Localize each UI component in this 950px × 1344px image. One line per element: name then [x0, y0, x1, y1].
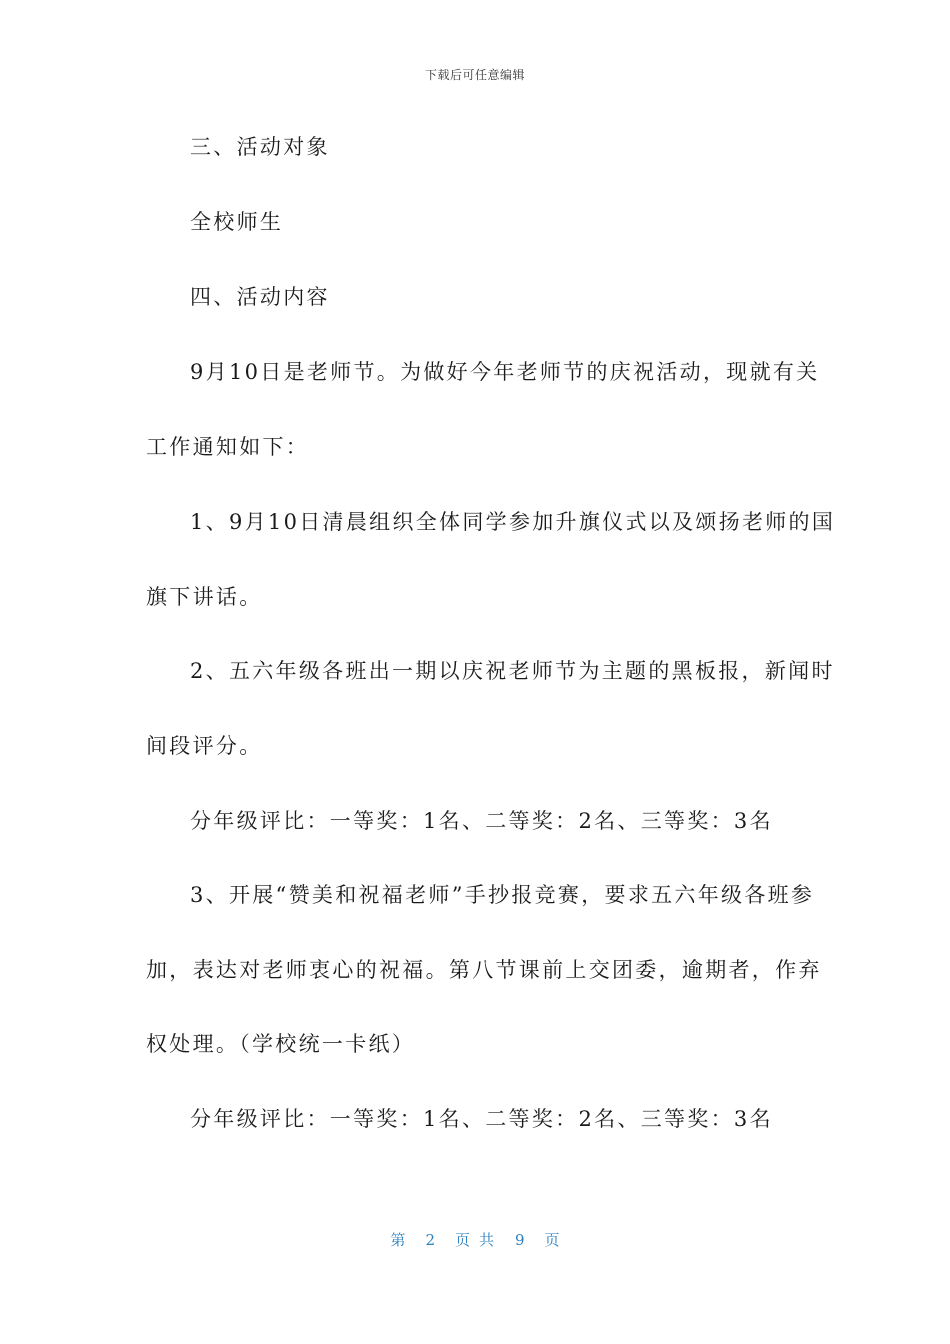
footer-page-middle: 页共 — [454, 1231, 503, 1249]
item-3-line-2: 加，表达对老师衷心的祝福。第八节课前上交团委，逾期者，作弃 — [146, 958, 822, 982]
item-3-line-3: 权处理。（学校统一卡纸） — [146, 1032, 416, 1056]
footer-page-prefix: 第 — [390, 1231, 406, 1249]
item-3-awards: 分年级评比：一等奖：1名、二等奖：2名、三等奖：3名 — [190, 1107, 773, 1131]
item-1-line-1: 1、9月10日清晨组织全体同学参加升旗仪式以及颂扬老师的国 — [190, 510, 836, 534]
item-3-line-1: 3、开展“赞美和祝福老师”手抄报竞赛，要求五六年级各班参 — [190, 883, 815, 907]
paragraph-target-audience: 全校师生 — [190, 210, 284, 234]
item-2-awards: 分年级评比：一等奖：1名、二等奖：2名、三等奖：3名 — [190, 809, 773, 833]
item-1-line-2: 旗下讲话。 — [146, 585, 263, 609]
page-footer — [0, 1229, 950, 1250]
section-heading-target: 三、活动对象 — [190, 135, 330, 159]
item-2-line-2: 间段评分。 — [146, 734, 263, 758]
item-2-line-1: 2、五六年级各班出一期以庆祝老师节为主题的黑板报，新闻时 — [190, 659, 835, 683]
footer-page-suffix: 页 — [544, 1231, 560, 1249]
page-header: 下载后可任意编辑 — [424, 68, 525, 82]
footer-page-number: 2 — [425, 1231, 435, 1249]
footer-page-total: 9 — [515, 1231, 525, 1249]
paragraph-intro-line-2: 工作通知如下： — [146, 435, 310, 459]
section-heading-content: 四、活动内容 — [190, 285, 330, 309]
paragraph-intro-line-1: 9月10日是老师节。为做好今年老师节的庆祝活动，现就有关 — [190, 360, 820, 384]
